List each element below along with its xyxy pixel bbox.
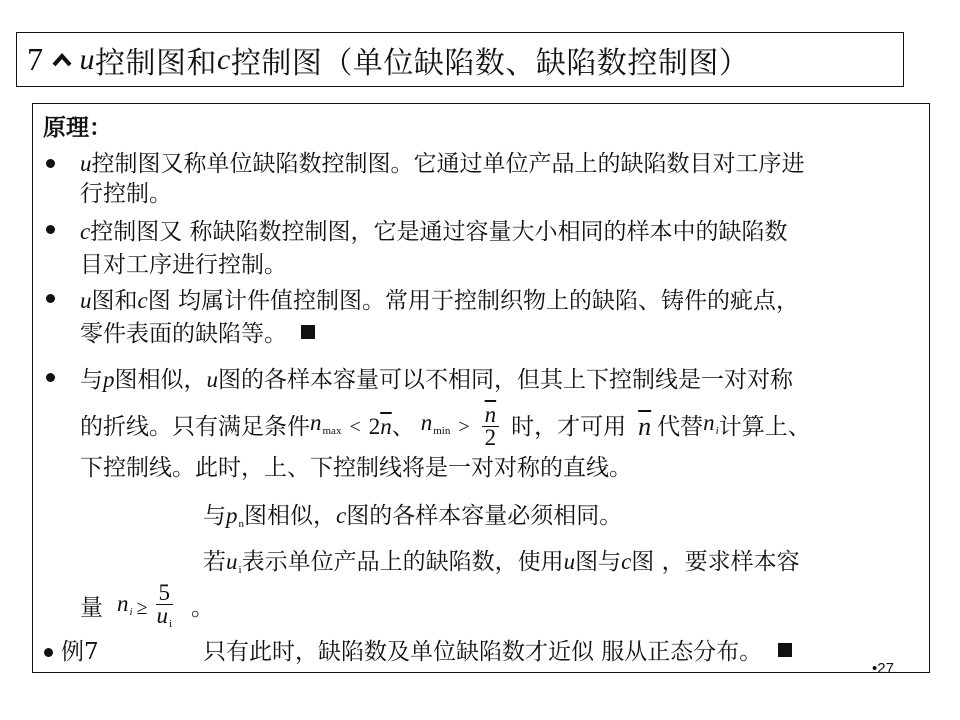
var-n: n [703,409,715,435]
variable-u: u [79,42,95,76]
n-bar: $\overline{n}$ [638,411,652,441]
subscript-i: i [715,424,719,437]
ui-paragraph-line-2 [80,579,215,634]
title-text-2: 控制图（单位缺陷数、缺陷数控制图） [230,45,750,81]
text: 只有此时，缺陷数及单位缺陷数才近似 服从正态分布。 [203,639,763,665]
bullet-icon [44,648,53,657]
variable-c: c [137,288,148,313]
text: 零件表面的缺陷等。 [80,321,287,347]
text: 量 [80,595,103,621]
greater-than: > [458,415,470,438]
bullet-3-text: 图 均属计件值控制图。常用于控制织物上的缺陷、铸件的疵点， [147,288,800,314]
bullet-icon [46,294,55,303]
bullet-icon [46,373,55,382]
bullet-1-line-2: 行控制。 [80,181,172,207]
variable-u: u [226,549,238,574]
text: 的折线。只有满足条件 [80,413,310,440]
n-i [703,409,719,445]
bullet-2-line-2: 目对工序进行控制。 [80,252,287,278]
denominator: 2 [484,425,497,450]
less-than: < [349,415,361,438]
text: 与 [80,367,103,393]
example-text [203,638,792,666]
var-n: n [310,409,322,435]
variable-c: c [217,42,231,76]
variable-p: p [226,503,238,528]
text: 代替 [657,413,704,440]
page-number: •27 [872,660,894,677]
n-i: $n_i$ [117,591,133,618]
square-icon [778,643,792,657]
content-panel [32,103,930,673]
text: 图的各样本容量必须相同。 [346,503,623,529]
text: 表示单位产品上的缺陷数，使用 [241,549,564,575]
variable-u: u [80,151,92,176]
bullet-3-line-2 [80,320,315,348]
text: 若 [203,549,226,575]
text: 时，才可用 [511,413,627,440]
fraction-5-over-u [156,579,174,635]
square-icon [301,325,315,339]
bullet-4-line-2 [80,404,811,449]
text: 图与 [575,549,622,575]
text: 图 ，要求样本容 [631,549,800,575]
variable-u: u [80,288,92,313]
numerator: 5 [156,582,174,605]
n-min-formula [421,409,451,445]
fraction-n-over-2 [482,404,500,449]
variable-p: p [103,367,115,392]
variable-c: c [621,549,632,574]
variable-c: c [80,219,91,244]
variable-c: c [336,503,347,528]
text: 图相似， [114,367,207,393]
text: 图相似， [244,503,336,529]
pn-paragraph [203,502,622,538]
bullet-4-line-1 [80,366,793,394]
slide-title [16,32,904,87]
subscript-n: n [238,518,244,530]
bullet-icon [46,225,55,234]
two-nbar: $2\overline{n}$ [368,413,392,439]
ui-paragraph-line-1 [203,548,800,584]
var-n: n [420,409,433,435]
greater-equal: ≥ [136,597,148,619]
bullet-2-text: 控制图又 称缺陷数控制图，它是通过容量大小相同的样本中的缺陷数 [90,219,788,245]
chevron-up-icon [52,50,72,70]
var-n: n [117,591,129,616]
example-label: 例7 [61,639,99,665]
separator: 、 [391,413,415,440]
bullet-1-text: 控制图又称单位缺陷数控制图。它通过单位产品上的缺陷数目对工序进 [91,151,805,177]
text: 图和 [91,288,138,314]
title-text-1: 控制图和 [95,45,217,81]
subscript-max: max [322,424,342,437]
text: 。 [191,595,215,621]
bullet-4-line-3: 下控制线。此时，上、下控制线将是一对对称的直线。 [80,455,632,481]
section-number: 7 [27,41,44,77]
text: 计算上、 [718,413,811,440]
bullet-2-line-1 [80,218,788,246]
bullet-3-line-1 [80,287,799,315]
subscript-i: i [238,564,242,576]
bullet-4-text: 图的各样本容量可以不相同，但其上下控制线是一对对称 [218,367,793,393]
bullet-icon [46,159,55,168]
subscript-min: min [433,424,451,437]
numerator: $\overline{n}$ [482,404,500,427]
principle-heading: 原理： [43,114,112,141]
denominator: $u_i$ [156,602,173,630]
variable-u: u [563,549,576,574]
bullet-1-line-1 [80,150,805,178]
n-max-formula [310,409,341,445]
variable-u: u [206,367,218,392]
text: 与 [203,503,226,529]
